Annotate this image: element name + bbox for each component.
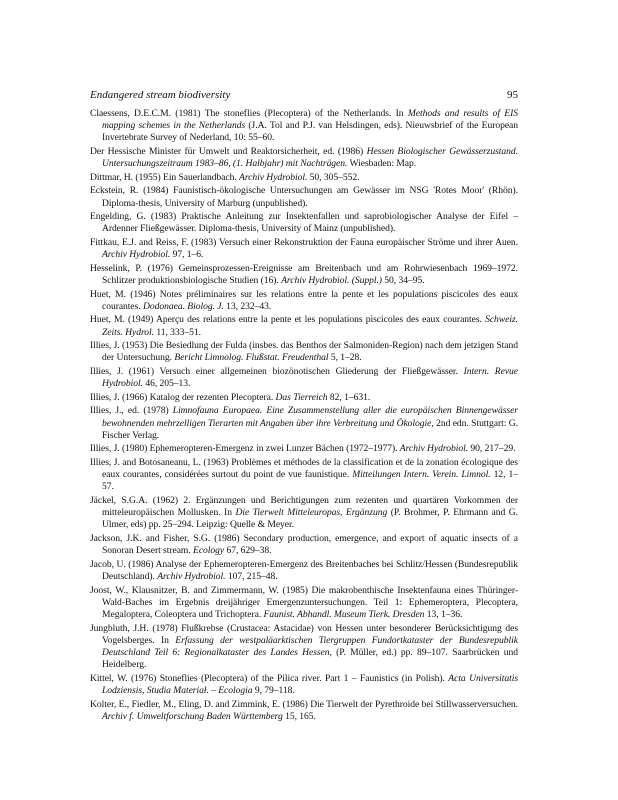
- reference-entry: [90, 457, 518, 494]
- reference-text: (J.A. Tol and P.J. van Helsdingen, eds). Nieuwsbrief of the European Invertebrate Survey of Nederland, 10: 55–60.: [102, 120, 518, 144]
- reference-italic-text: Die Tierwelt Mitteleuropas, Ergänzung: [235, 507, 388, 519]
- reference-text: 12, 1–57.: [102, 469, 518, 493]
- reference-italic-text: Hessen Biologischer Gewässerzustand. Untersuchungszeitraum 1983–86, (1. Halbjahr) mit Nachträgen.: [102, 146, 518, 170]
- reference-entry: [90, 405, 518, 442]
- reference-italic-text: Limnofauna Europaea. Eine Zusammenstellung aller die europäischen Binnengewässer bewohnenden mehrzelligen Tierarten mit Angaben über ihre Verbreitung und Ökologie: [102, 405, 518, 429]
- reference-text: Jackson, J.K. and Fisher, S.G. (1986) Secondary production, emergence, and export of aquatic insects of a Sonoran Desert stream.: [90, 532, 518, 557]
- reference-entry: [90, 211, 518, 235]
- reference-text: Illies, J. (1966) Katalog der rezenten Plecoptera.: [90, 391, 276, 403]
- reference-text: Huet, M. (1949) Aperçu des relations entre la pente et les populations piscicoles des eaux courantes.: [90, 314, 486, 326]
- reference-entry: [90, 289, 518, 313]
- page-number: 95: [507, 89, 518, 101]
- reference-text: Eckstein, R. (1984) Faunistisch-ökologische Untersuchungen am Gewässer im NSG 'Rotes Moor' (Rhön). Diploma-thesis, University of Marburg (unpublished).: [90, 185, 518, 209]
- reference-entry: [90, 443, 518, 455]
- reference-italic-text: Archiv Hydrobiol.: [157, 570, 226, 582]
- reference-italic-text: Schweiz. Zeits. Hydrol.: [102, 314, 518, 338]
- reference-italic-text: Acta Universitatis Lodziensis, Studia Materiał. – Ecologia: [102, 672, 519, 696]
- reference-text: Huet, M. (1946) Notes préliminaires sur les relations entre la pente et les populations piscicoles des eaux courantes.: [90, 288, 518, 312]
- reference-entry: [90, 699, 518, 723]
- reference-text: 13, 232–43.: [223, 300, 272, 312]
- reference-entry: [90, 392, 518, 404]
- reference-text: Joost, W., Klausnitzer, B. and Zimmermann, W. (1985) Die makrobenthische Insektenfauna eines Thüringer-Wald-Baches im Ergebnis dreijähriger Emergenzuntersuchungen. Teil 1: Ephemeroptera, Plecoptera, Megaloptera, Coleoptera und Trichoptera.: [90, 584, 518, 620]
- reference-text: 5, 1–28.: [328, 352, 362, 364]
- reference-entry: [90, 366, 518, 390]
- reference-text: 67, 629–38.: [224, 545, 272, 557]
- reference-entry: [90, 623, 518, 672]
- reference-italic-text: Archiv Hydrobiol. (Suppl.): [281, 274, 382, 286]
- reference-text: 107, 215–48.: [225, 570, 278, 582]
- reference-text: Illies, J. (1961) Versuch einer allgemeinen biozönotischen Gliederung der Fließgewässer.: [90, 365, 464, 377]
- reference-entry: [90, 263, 518, 287]
- reference-text: Illies, J. (1953) Die Besiedlung der Fulda (insbes. das Benthos der Salmoniden-Region) nach dem jetzigen Stand der Untersuchung.: [90, 340, 518, 364]
- reference-text: 97, 1–6.: [170, 249, 204, 261]
- reference-entry: [90, 172, 518, 184]
- reference-italic-text: Ecology: [193, 545, 225, 557]
- reference-text: 82, 1–631.: [327, 391, 371, 403]
- reference-italic-text: Archiv f. Umweltforschung Baden Württemberg: [102, 710, 283, 722]
- reference-text: 13, 1–36.: [424, 608, 463, 620]
- reference-entry: [90, 533, 518, 557]
- reference-italic-text: Das Tierreich: [275, 391, 328, 403]
- reference-italic-text: Erfassung der westpaläarktischen Tiergruppen Fundortkataster der Bundesrepublik Deutschland Teil 6: Regionalkataster des Landes Hessen: [102, 634, 518, 658]
- reference-entry: [90, 585, 518, 622]
- reference-text: 11, 333–51.: [153, 326, 201, 338]
- running-head: [90, 88, 518, 102]
- reference-entry: [90, 559, 518, 583]
- reference-text: Claessens, D.E.C.M. (1981) The stoneflies (Plecoptera) of the Netherlands. In: [90, 108, 408, 119]
- reference-italic-text: Faunist. Abhandl. Museum Tierk. Dresden: [263, 608, 425, 620]
- reference-entry: [90, 146, 518, 170]
- reference-text: Fittkau, E.J. and Reiss, F. (1983) Versuch einer Rekonstruktion der Fauna europäischer Ströme und ihrer Auen.: [90, 236, 518, 248]
- reference-text: Kittel, W. (1976) Stoneflies (Plecoptera) of the Pilica river. Part 1 – Faunistics (in Polish).: [90, 672, 449, 684]
- reference-text: Jungbluth, J.H. (1978) Flußkrebse (Crustacea: Astacidae) von Hessen unter besonderer Berücksichtigung des Vogelsberges. In: [90, 622, 518, 646]
- reference-text: , (P. Müller, ed.) pp. 89–107. Saarbrücken und Heidelberg.: [102, 646, 518, 671]
- reference-italic-text: Methods and results of EIS mapping schemes in the Netherlands: [102, 108, 518, 132]
- reference-text: Illies, J. (1980) Ephemeropteren-Emergenz in zwei Lunzer Bächen (1972–1977).: [90, 443, 400, 455]
- reference-text: Jacob, U. (1986) Analyse der Ephemeropteren-Emergenz des Breitenbaches bei Schlitz/Hessen (Bundesrepublik Deutschland).: [90, 558, 518, 582]
- reference-text: Jäckel, S.G.A. (1962) 2. Ergänzungen und Berichtigungen zum rezenten und quartären Vorkommen der mitteleuropäischen Mollusken. In: [90, 494, 518, 519]
- reference-text: 9, 79–118.: [252, 684, 295, 696]
- reference-entry: [90, 340, 518, 364]
- reference-entry: [90, 495, 518, 532]
- reference-text: 50, 34–95.: [381, 274, 425, 286]
- reference-text: 50, 305–552.: [307, 171, 360, 183]
- reference-text: , 2nd edn. Stuttgart: G. Fischer Verlag.: [102, 417, 518, 441]
- reference-text: 46, 205–13.: [142, 378, 191, 390]
- reference-entry: [90, 108, 518, 145]
- reference-text: 15, 165.: [282, 710, 316, 722]
- reference-italic-text: Bericht Limnolog. Flußstat. Freudenthal: [174, 352, 329, 364]
- reference-entry: [90, 237, 518, 261]
- reference-text: 90, 217–29.: [468, 443, 516, 455]
- reference-entry: [90, 314, 518, 338]
- reference-text: Engelding, G. (1983) Praktische Anleitung zur Insektenfallen und saprobiologischer Analyse der Eifel – Ardenner Fließgewässer. Diploma-thesis, University of Mainz (unpublished).: [90, 211, 518, 235]
- reference-text: Illies, J. and Botosaneanu, L. (1963) Problèmes et méthodes de la classification et de la zonation écologique des eaux courantes, considérées surtout du point de vue faunistique.: [90, 456, 518, 481]
- reference-italic-text: Dodonaea. Biolog. J.: [143, 300, 224, 312]
- reference-italic-text: Intern. Revue Hydrobiol.: [102, 365, 518, 390]
- running-title: Endangered stream biodiversity: [90, 89, 231, 101]
- reference-text: Wiesbaden: Map.: [347, 158, 417, 170]
- reference-entry: [90, 185, 518, 209]
- reference-text: Der Hessische Minister für Umwelt und Reaktorsicherheit, ed. (1986): [90, 146, 367, 157]
- reference-text: Kolter, E., Fiedler, M., Eling, D. and Zimmink, E. (1986) Die Tierwelt der Pyrethroide bei Stillwasserversuchen.: [90, 698, 518, 710]
- reference-entry: [90, 673, 518, 697]
- reference-text: Hesselink, P. (1976) Gemeinsprozessen-Ereignisse am Breitenbach und am Rohrwiesenbach 1969–1972. Schlitzer produktionsbiologische Studien (16).: [90, 262, 518, 286]
- reference-text: Dittmar, H. (1955) Ein Sauerlandbach.: [90, 171, 240, 183]
- reference-text: (P. Brohmer, P. Ehrmann and G. Ulmer, eds) pp. 25–294. Leipzig: Quelle & Meyer.: [102, 507, 518, 531]
- reference-text: Illies, J., ed. (1978): [90, 405, 173, 417]
- reference-italic-text: Mitteilungen Intern. Verein. Limnol.: [352, 469, 491, 481]
- reference-italic-text: Archiv Hydrobiol.: [239, 171, 308, 183]
- reference-italic-text: Archiv Hydrobiol.: [102, 249, 171, 261]
- reference-italic-text: Archiv Hydrobiol.: [399, 443, 469, 455]
- reference-list: [90, 108, 518, 724]
